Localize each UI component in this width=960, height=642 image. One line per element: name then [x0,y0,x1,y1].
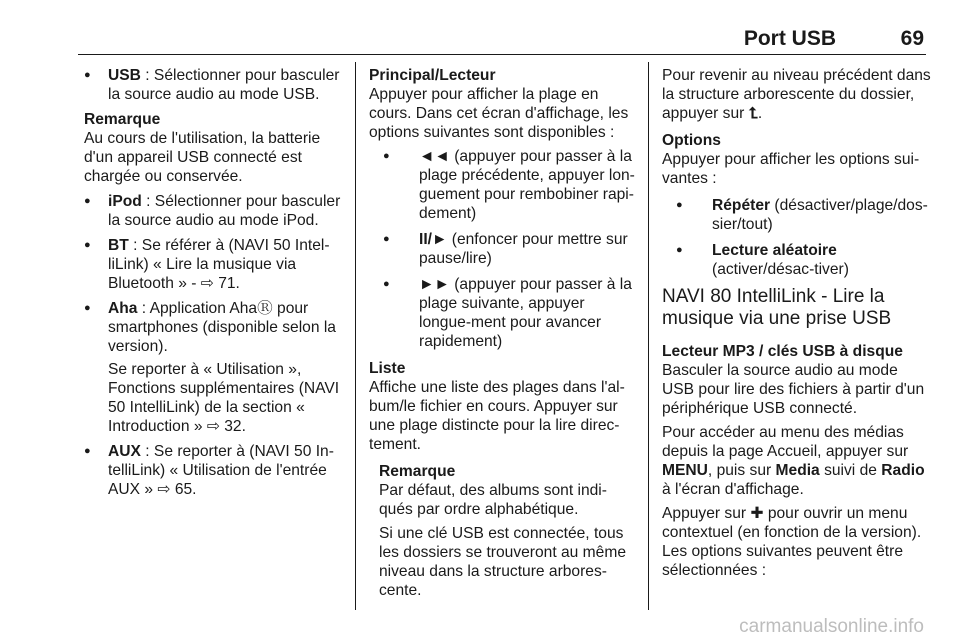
text-aha: : Application AhaⓇ pour smartphones (disponible selon la version). [108,300,336,355]
list-item-aux [82,442,348,499]
ref-bt[interactable]: 71. [218,275,240,292]
heading-options: Options [662,132,721,149]
aha-more: Se reporter à « Utilisation », Fonctions supplémentaires (NAVI 50 IntelliLink) de la section « Introduction » ⇨ 32. [108,361,340,435]
list-item-pause: ● II/► (enfoncer pour mettre sur pause/lire) [379,230,635,268]
section-title: NAVI 80 IntelliLink - Lire la musique via une prise USB [662,286,892,329]
column-divider-1 [355,62,356,610]
prev-icon: ◄◄ [419,148,450,165]
term-radio: Radio [881,462,925,479]
text-aux: : Se reporter à (NAVI 50 In-telliLink) « Utilisation de l'entrée AUX » [108,443,334,498]
heading-list: Liste [369,360,406,377]
list-item-usb [82,66,348,104]
term-shuffle: Lecture aléatoire [712,242,837,259]
term-usb: USB [108,67,141,84]
next-icon: ►► [419,276,450,293]
column-3 [662,66,932,585]
ref-aux[interactable]: 65. [174,481,197,498]
column-divider-2 [648,62,649,610]
list-item-aha [82,299,348,356]
heading-mp3: Lecteur MP3 / clés USB à disque [662,343,903,360]
mp3-text: Basculer la source audio au mode USB pour lire des fichiers à partir d'un périphérique USB connecté. [662,362,925,417]
ref-arrow-icon: ⇨ [206,418,220,435]
watermark: carmanualsonline.info [739,616,924,637]
list-item-ipod [82,192,348,230]
list-item-prev: ● ◄◄ (appuyer pour passer à la plage précédente, appuyer lon-guement pour rembobiner rapi-dement) [379,147,635,223]
page-number: 69 [900,27,924,50]
term-aux: AUX [108,443,141,460]
heading-main: Principal/Lecteur [369,67,496,84]
column-1 [82,66,348,505]
remark-block-2 [369,462,635,600]
ref-arrow-icon: ⇨ [200,275,214,292]
remark-text-2a: Par défaut, des albums sont indi-qués par ordre alphabétique. [379,482,607,518]
term-menu: MENU [662,462,708,479]
term-media: Media [775,462,820,479]
term-bt: BT [108,237,129,254]
press-text: Appuyer sur ✚ pour ouvrir un menu contextuel (en fonction de la version). Les options suivantes peuvent être sélectionnées : [662,505,922,579]
list-item-bt [82,236,348,293]
return-text: Pour revenir au niveau précédent dans la structure arborescente du dossier, appuyer sur ⮤. [662,67,931,122]
plus-icon: ✚ [750,505,764,522]
page-title: Port USB [743,27,836,50]
text-bt: : Se référer à (NAVI 50 Intel-liLink) « Lire la musique via Bluetooth » - [108,237,330,292]
ref-arrow-icon: ⇨ [157,481,171,498]
term-ipod: iPod [108,193,142,210]
remark-text: Au cours de l'utilisation, la batterie d'un appareil USB connecté est chargée ou conservée. [84,130,321,185]
remark-text-2b: Si une clé USB est connectée, tous les dossiers se trouveront au même niveau dans la structure arbores-cente. [379,525,627,599]
list-text: Affiche une liste des plages dans l'al-bum/le fichier en cours. Appuyer sur une plage distincte pour la lire direc-tement. [369,379,625,453]
header-rule [78,54,926,55]
text-ipod: : Sélectionner pour basculer la source audio au mode iPod. [108,193,341,229]
remark-block [82,110,348,186]
list-item-next: ● ►► (appuyer pour passer à la plage suivante, appuyer longue-ment pour avancer rapidement) [379,275,635,351]
remark-label: Remarque [84,111,161,128]
list-item-repeat: ● Répéter (désactiver/plage/dos-sier/tout) [672,196,932,234]
options-text: Appuyer pour afficher les options sui-vantes : [662,151,920,187]
term-aha: Aha [108,300,138,317]
main-text: Appuyer pour afficher la plage en cours. Dans cet écran d'affichage, les options suivantes sont disponibles : [369,86,629,141]
list-item-shuffle: ● Lecture aléatoire (activer/désac-tiver) [672,241,932,279]
column-2 [369,66,635,605]
term-repeat: Répéter [712,197,771,214]
ref-aha[interactable]: 32. [224,418,246,435]
media-text: Pour accéder au menu des médias depuis la page Accueil, appuyer sur MENU, puis sur Media suivi de Radio à l'écran d'affichage. [662,424,925,498]
back-arrow-icon: ⮤ [748,105,758,122]
remark-label-2: Remarque [379,463,456,480]
text-usb: : Sélectionner pour basculer la source audio au mode USB. [108,67,340,103]
play-pause-icon: II/► [419,231,448,248]
